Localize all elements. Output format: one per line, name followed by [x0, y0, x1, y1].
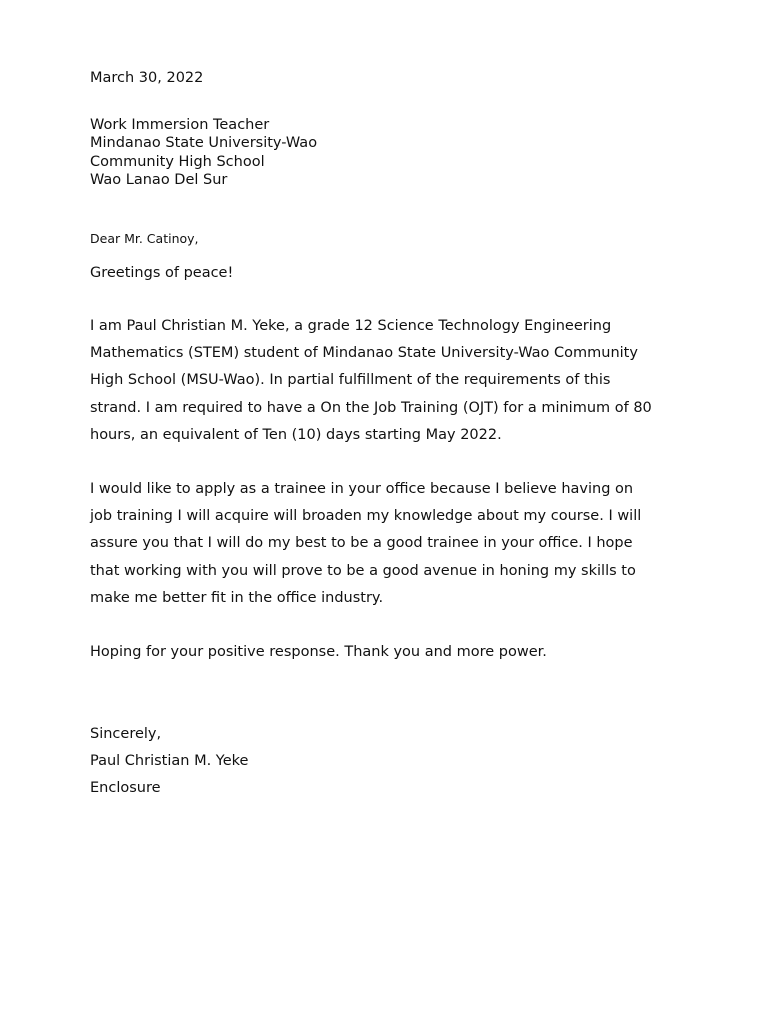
recipient-line: Mindanao State University-Wao [90, 135, 318, 152]
signature-name: Paul Christian M. Yeke [90, 753, 249, 770]
paragraph-line: Hoping for your positive response. Thank you and more power. [90, 644, 547, 660]
paragraph-line: assure you that I will do my best to be a good trainee in your office. I hope [90, 535, 633, 552]
greeting: Greetings of peace! [90, 265, 234, 281]
paragraph-line: High School (MSU-Wao). In partial fulfillment of the requirements of this [90, 372, 611, 389]
recipient-address [90, 116, 317, 189]
enclosure: Enclosure [90, 780, 161, 797]
paragraph-line: make me better fit in the office industry. [90, 589, 384, 606]
paragraph-line: that working with you will prove to be a good avenue in honing my skills to [90, 562, 636, 579]
recipient-line: Work Immersion Teacher [90, 117, 270, 133]
letter-date: March 30, 2022 [90, 70, 204, 86]
paragraph-line: strand. I am required to have a On the Job Training (OJT) for a minimum of 80 [90, 399, 652, 416]
paragraph-line: Mathematics (STEM) student of Mindanao State University-Wao Community [90, 345, 638, 362]
paragraph-line: job training I will acquire will broaden my knowledge about my course. I will [90, 508, 642, 525]
body-paragraph-1 [90, 313, 690, 449]
salutation: Dear Mr. Catinoy, [90, 231, 199, 246]
body-paragraph-3 [90, 639, 690, 666]
recipient-line: Community High School [90, 153, 265, 170]
recipient-line: Wao Lanao Del Sur [90, 171, 228, 188]
closing: Sincerely, [90, 726, 162, 742]
paragraph-line: I would like to apply as a trainee in your office because I believe having on [90, 481, 634, 497]
closing-block [90, 721, 248, 803]
paragraph-line: hours, an equivalent of Ten (10) days starting May 2022. [90, 426, 502, 443]
body-paragraph-2 [90, 476, 690, 612]
paragraph-line: I am Paul Christian M. Yeke, a grade 12 Science Technology Engineering [90, 318, 612, 334]
